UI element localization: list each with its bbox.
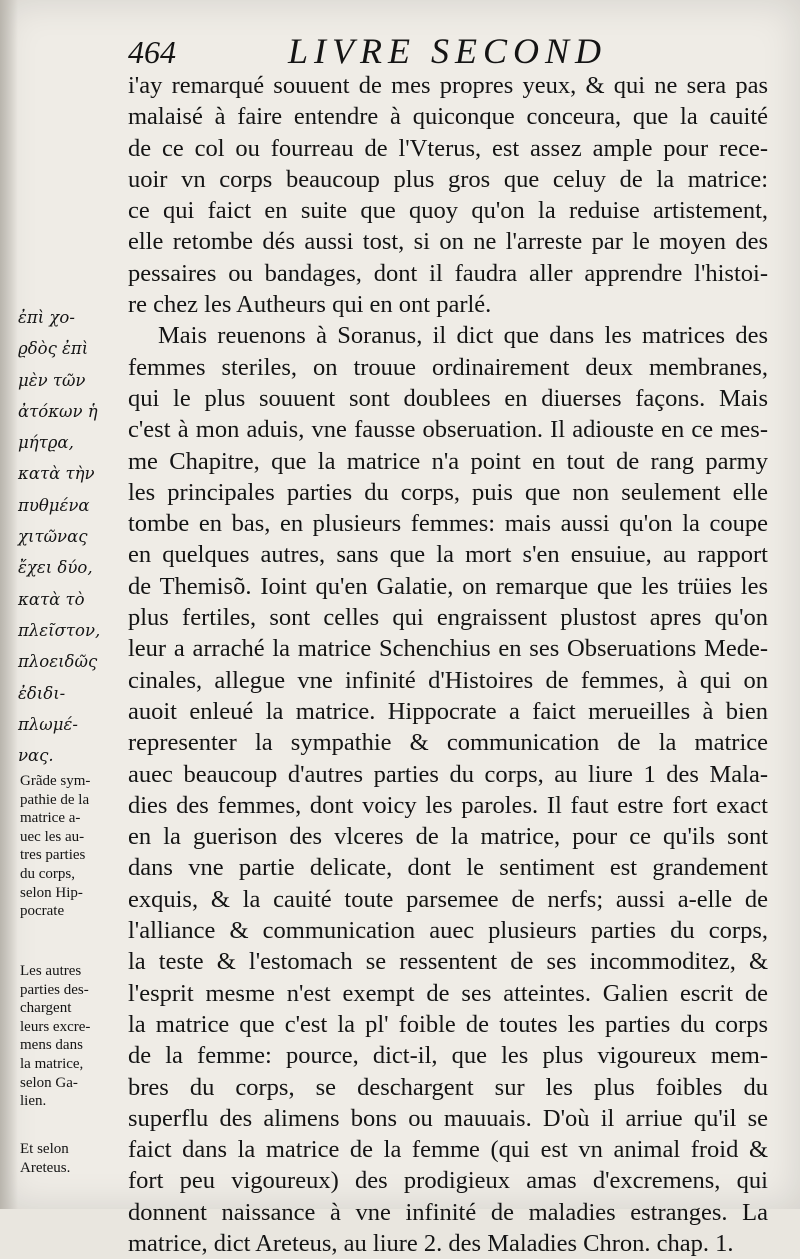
greek-note-line: χιτῶνας (18, 527, 88, 547)
text-line: uoir vn corps beaucoup plus gros que celuy de la matrice: (128, 165, 768, 193)
greek-note-line: μὲν τῶν (18, 370, 86, 390)
text-line: exquis, & la cauité toute parsemee de nerfs; aussi a-elle de (128, 885, 768, 913)
text-line: l'esprit mesme n'est exempt de ses atteintes. Galien escrit de (128, 979, 768, 1007)
margin-note-line: selon Ga- (20, 1074, 78, 1091)
text-line: re chez les Autheurs qui en ont parlé. (128, 291, 492, 319)
greek-note-line: κατὰ τὸ (18, 589, 85, 609)
margin-note-line: lien. (20, 1093, 47, 1110)
text-line: plus fertiles, sont celles qui engraissent plustost apres qu'on (128, 604, 768, 632)
greek-note-line: ἔχει δύο, (18, 558, 93, 578)
gutter-shadow (0, 0, 18, 1209)
text-line: c'est à mon aduis, vne fausse obseruation. Il adiouste en ce mes- (128, 416, 768, 444)
margin-note-line: tres parties (20, 847, 86, 864)
greek-note-line: πλοειδῶς (18, 652, 98, 672)
page-header (128, 28, 688, 76)
text-line: pessaires ou bandages, dont il faudra aller apprendre l'histoi- (128, 259, 768, 287)
greek-margin-note (18, 302, 126, 771)
greek-note-line: ϱδὸς ἐπὶ (18, 339, 89, 359)
greek-note-line: πλεῖστον, (18, 620, 101, 640)
main-text-block (128, 70, 768, 1259)
margin-note-line: Et selon (20, 1141, 69, 1157)
greek-note-line: ἐδιδι- (18, 683, 66, 703)
text-line: de la femme: pource, dict-il, que les plus vigoureux mem- (128, 1042, 768, 1070)
text-line: i'ay remarqué souuent de mes propres yeux, & qui ne sera pas (128, 72, 768, 99)
text-line: de ce col ou fourreau de l'Vterus, est assez ample pour rece- (128, 134, 768, 162)
greek-note-line: κατὰ τὴν (18, 464, 95, 484)
text-line: de Themisõ. Ioint qu'en Galatie, on remarque que les trüies les (128, 572, 768, 600)
text-line: malaisé à faire entendre à quiconque conceura, que la cauité (128, 103, 768, 131)
text-line: ce qui faict en suite que quoy qu'on la reduise artistement, (128, 197, 768, 225)
margin-note-areteus (20, 1140, 124, 1177)
text-line: la matrice que c'est la pl' foible de toutes les parties du corps (128, 1010, 768, 1038)
text-line: representer la sympathie & communication de la matrice (128, 729, 768, 757)
greek-note-line: ἀτόκων ἡ (18, 401, 98, 421)
text-line: superflu des alimens bons ou mauuais. D'où il arriue qu'il se (128, 1104, 768, 1132)
text-line: faict dans la matrice de la femme (qui est vn animal froid & (128, 1136, 768, 1164)
margin-note-line: Les autres (20, 963, 82, 979)
text-line: dies des femmes, dont voicy les paroles. Il faut estre fort exact (128, 791, 768, 819)
text-line: Mais reuenons à Soranus, il dict que dans les matrices des (158, 322, 768, 350)
greek-note-line: πυθμένα (18, 495, 90, 515)
text-line: me Chapitre, que la matrice n'a point en tout de rang parmy (128, 447, 768, 475)
text-line: donnent naissance à vne infinité de maladies estranges. La (128, 1198, 768, 1226)
margin-note-line: matrice a- (20, 810, 81, 827)
text-line: matrice, dict Areteus, au liure 2. des Maladies Chron. chap. 1. (128, 1229, 734, 1257)
text-line: en la guerison des vlceres de la matrice, pour ce qu'ils sont (128, 823, 768, 851)
margin-note-line: mens dans (20, 1037, 83, 1054)
greek-note-line: ἐπὶ χο- (18, 308, 75, 327)
greek-note-line: νας. (18, 746, 54, 766)
text-line: tombe en bas, en plusieurs femmes: mais aussi qu'on la coupe (128, 510, 768, 538)
margin-note-line: du corps, (20, 865, 75, 882)
text-line: auec beaucoup d'autres parties du corps, au liure 1 des Mala- (128, 760, 768, 788)
margin-note-line: la matrice, (20, 1055, 84, 1072)
margin-note-line: leurs excre- (20, 1018, 91, 1035)
margin-note-line: uec les au- (20, 828, 85, 845)
margin-note-line: Areteus. (20, 1159, 71, 1176)
text-line: leur a arraché la matrice Schenchius en ses Obseruations Mede- (128, 635, 768, 663)
text-line: femmes steriles, on trouue ordinairement deux membranes, (128, 353, 768, 381)
margin-note-line: Grãde sym- (20, 773, 91, 789)
text-line: fort peu vigoureux) des prodigieux amas d'excremens, qui (128, 1167, 768, 1195)
text-line: bres du corps, se deschargent sur les plus foibles du (128, 1073, 768, 1101)
margin-note-line: chargent (20, 1000, 72, 1017)
margin-note-galien (20, 962, 124, 1111)
text-line: auoit enleué la matrice. Hippocrate a faict merueilles à bien (128, 697, 768, 725)
text-line: cinales, allegue vne infinité d'Histoires de femmes, à qui on (128, 666, 768, 694)
text-line: elle retombe dés aussi tost, si on ne l'arreste par le moyen des (128, 228, 768, 256)
text-line: l'alliance & communication auec plusieurs parties du corps, (128, 917, 768, 945)
text-line: en quelques autres, sans que la mort s'en ensuiue, au rapport (128, 541, 768, 569)
running-head: LIVRE SECOND (288, 31, 607, 71)
margin-note-hippocrate (20, 772, 124, 921)
margin-note-line: selon Hip- (20, 884, 83, 901)
text-line: qui le plus souuent sont doublees en diuerses façons. Mais (128, 384, 768, 412)
greek-note-line: πλωμέ- (18, 714, 78, 734)
greek-note-line: μήτϱα, (18, 433, 74, 453)
margin-note-line: pocrate (20, 903, 65, 920)
page-number: 464 (128, 34, 176, 70)
text-line: les principales parties du corps, puis que non seulement elle (128, 478, 768, 506)
margin-note-line: parties des- (20, 981, 89, 998)
text-line: dans vne partie delicate, dont le sentiment est grandement (128, 854, 768, 882)
text-line: la teste & l'estomach se ressentent de ses incommoditez, & (128, 948, 768, 976)
margin-note-line: pathie de la (20, 791, 90, 808)
